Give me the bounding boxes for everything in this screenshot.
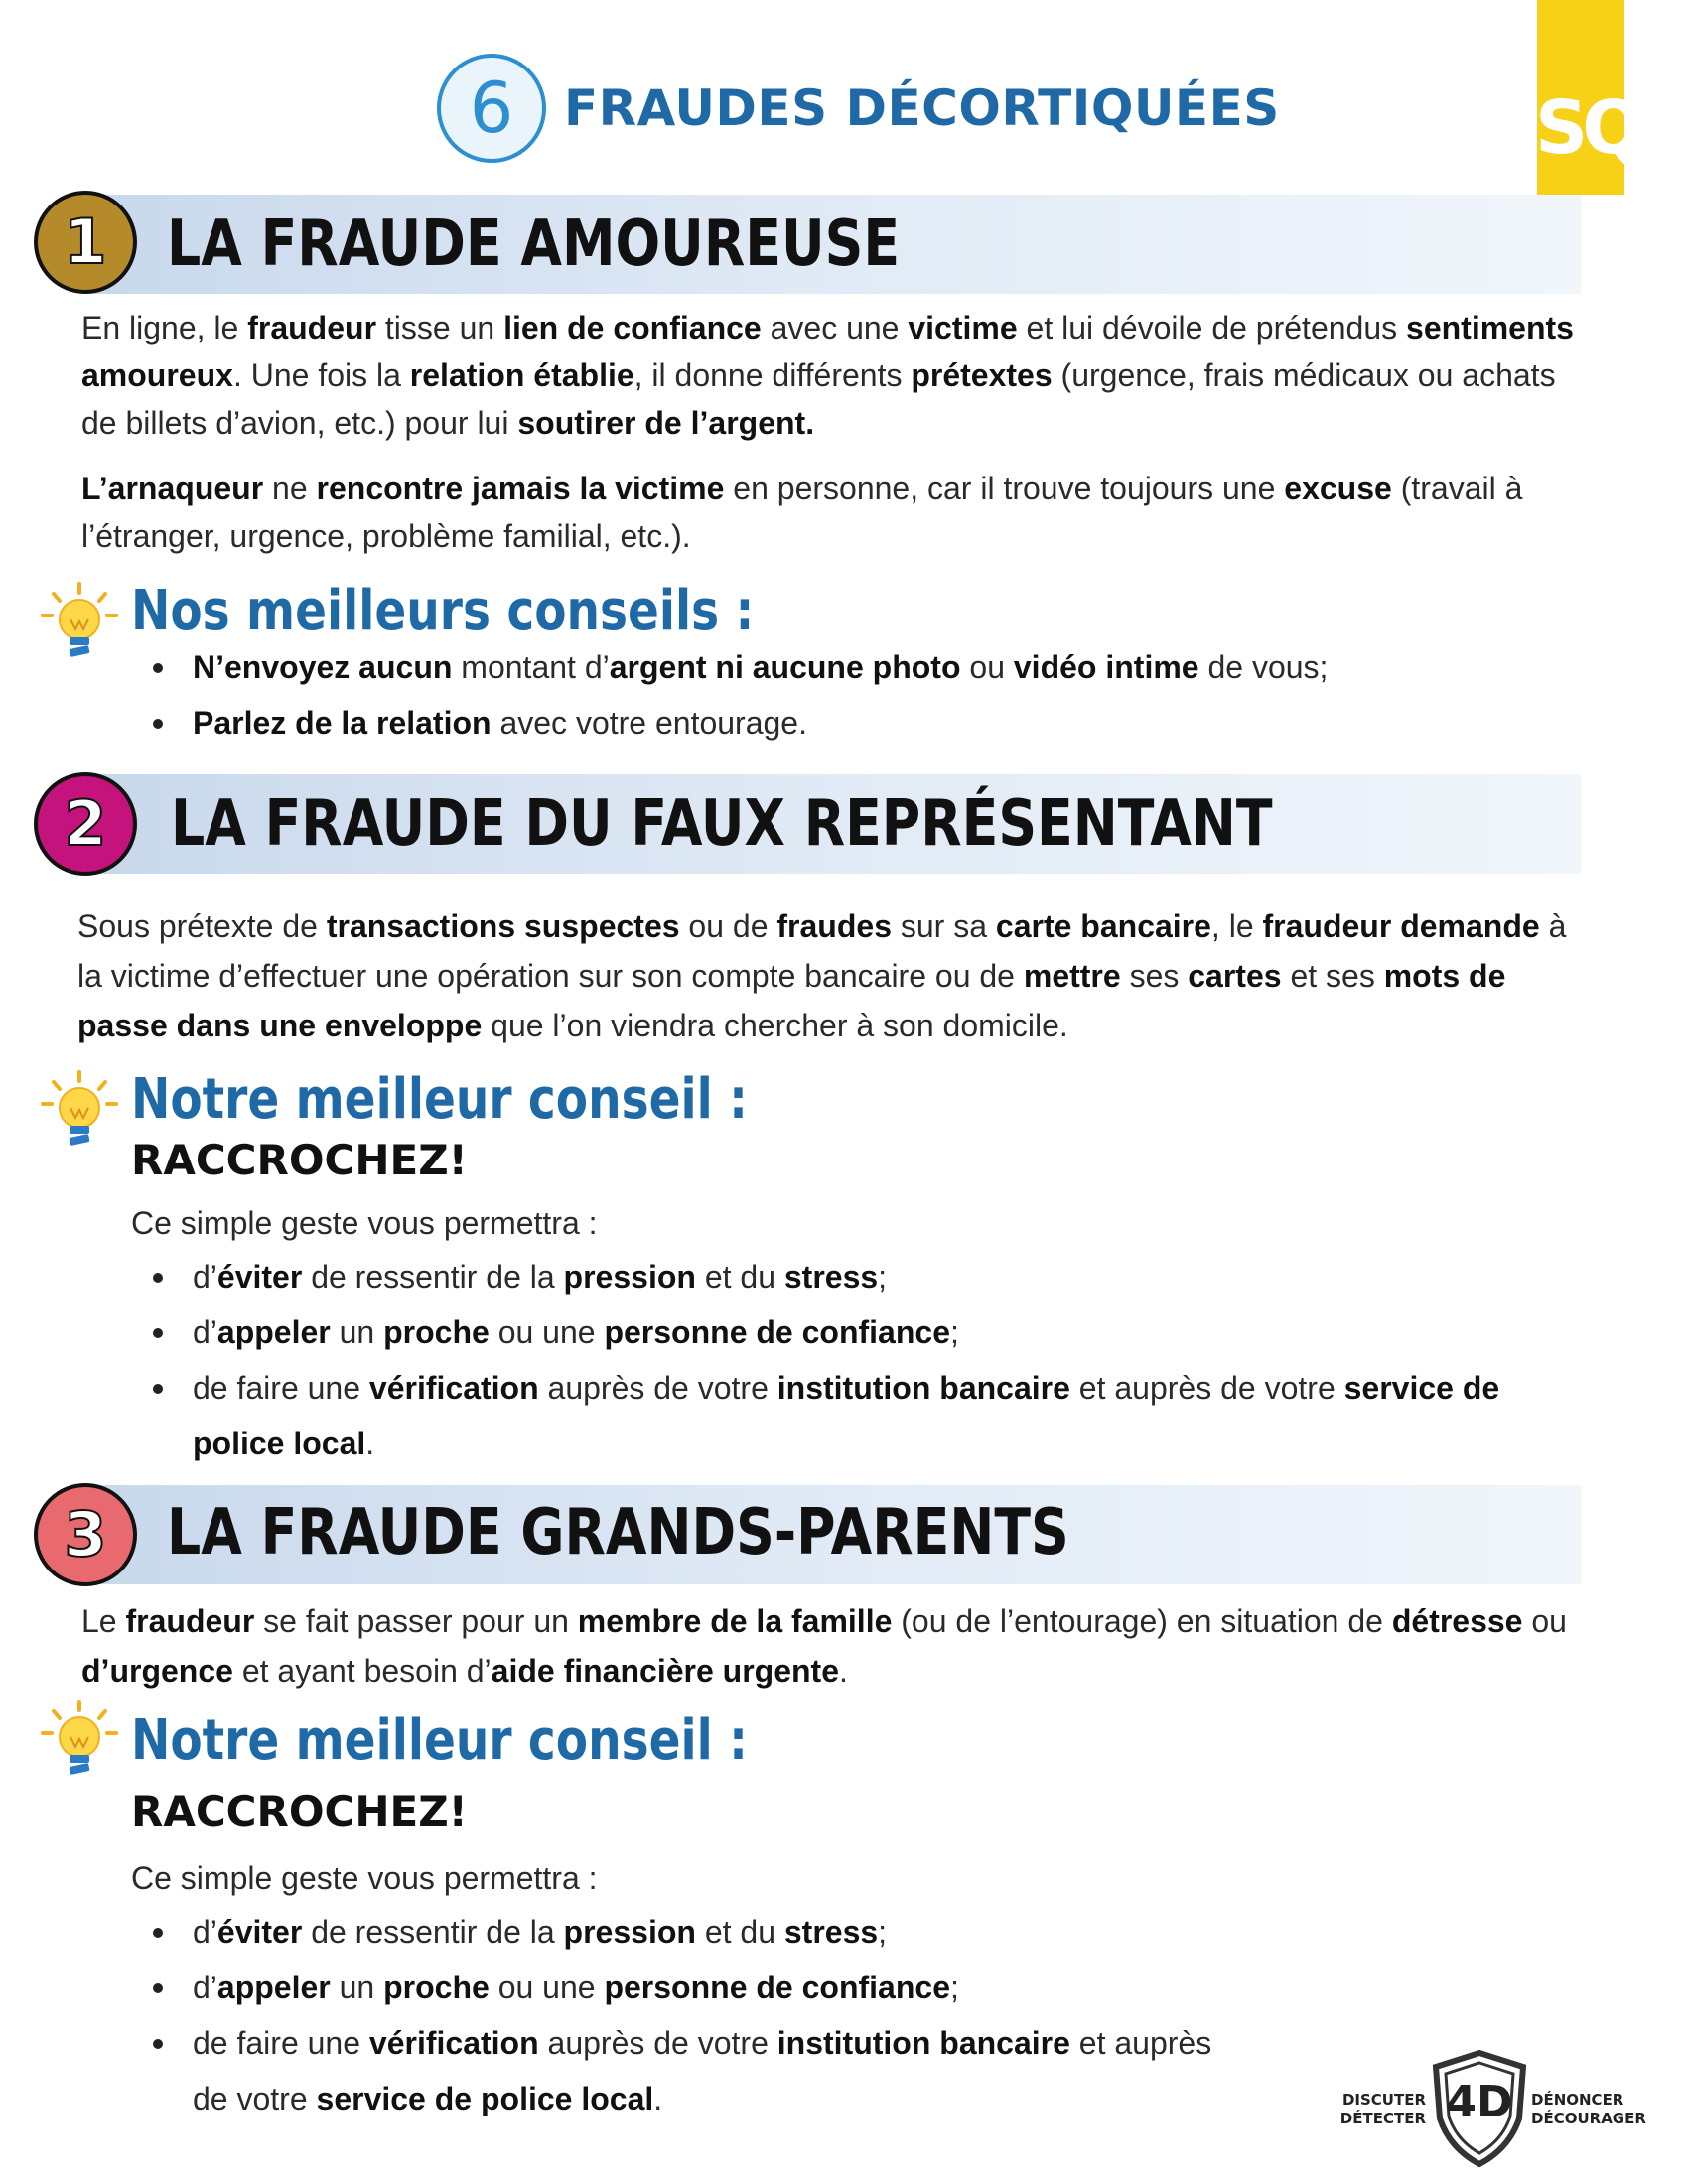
lightbulb-icon (40, 582, 119, 671)
bold-text: personne de confiance (604, 1970, 950, 2005)
text-run: un (330, 1970, 384, 2005)
section-1-paragraph-2 (81, 465, 1591, 560)
bold-text: N’envoyez aucun (193, 649, 453, 685)
bold-text: relation établie (409, 357, 634, 393)
text-run: ses (1120, 958, 1189, 994)
bold-text: carte bancaire (995, 908, 1211, 944)
bold-text: mettre (1023, 958, 1121, 994)
text-run: de ressentir de la (302, 1259, 564, 1295)
text-run: ; (878, 1914, 888, 1950)
text-run: et auprès de votre (193, 2025, 1212, 2116)
text-run: un (330, 1314, 384, 1350)
text-run: de vous; (1198, 649, 1329, 685)
text-run: . (653, 2081, 663, 2116)
bold-text: mots de passe dans une enveloppe (77, 958, 1506, 1043)
text-run: Le (81, 1603, 126, 1639)
text-run: ou (960, 649, 1014, 685)
text-run: se fait passer pour un (254, 1603, 578, 1639)
bold-text: membre de la famille (577, 1603, 893, 1639)
bold-text: cartes (1188, 958, 1282, 994)
text-run: d’ (193, 1914, 217, 1950)
text-run: de ressentir de la (302, 1914, 564, 1950)
text-run: ou (1522, 1603, 1567, 1639)
section-3-tips-list (135, 1904, 1227, 2126)
text-run: tisse un (376, 310, 504, 345)
4d-logo-right-words (1531, 2091, 1654, 2128)
bold-text: institution bancaire (776, 1370, 1070, 1406)
bold-text: vérification (368, 2025, 539, 2061)
bold-text: fraudes (776, 908, 892, 944)
text-run: et lui dévoile de prétendus (1017, 310, 1407, 345)
section-3-number: 3 (64, 1498, 107, 1570)
4d-word-detecter: DÉTECTER (1339, 2110, 1426, 2127)
page-header (437, 50, 1280, 167)
bold-text: éviter (216, 1914, 303, 1950)
text-run: ; (878, 1259, 888, 1295)
list-item (135, 1360, 1545, 1471)
bold-text: excuse (1284, 471, 1392, 506)
bold-text: appeler (216, 1970, 331, 2005)
text-run: auprès de votre (538, 2025, 777, 2061)
4d-logo-center: 4D (1446, 2077, 1513, 2127)
section-1-number: 1 (64, 205, 107, 278)
text-run: et du (695, 1914, 784, 1950)
4d-word-decourager: DÉCOURAGER (1531, 2110, 1646, 2127)
text-run: et ses (1281, 958, 1384, 994)
bold-text: fraudeur (125, 1603, 255, 1639)
header-number: 6 (469, 68, 514, 149)
4d-word-denoncer: DÉNONCER (1531, 2091, 1624, 2109)
4d-word-discuter: DISCUTER (1341, 2091, 1426, 2109)
text-run: (travail à l’étranger, urgence, problème familial, etc.). (81, 471, 1523, 554)
header-number-circle (437, 54, 546, 163)
text-run: de faire une (193, 2025, 369, 2061)
text-run: et ayant besoin d’ (232, 1653, 492, 1689)
section-3-paragraph (81, 1596, 1591, 1696)
bold-text: appeler (216, 1314, 331, 1350)
section-3-lead: Ce simple geste vous permettra : (131, 1860, 598, 1896)
bold-text: proche (383, 1314, 490, 1350)
text-run: que l’on viendra chercher à son domicile. (482, 1008, 1068, 1043)
bold-text: détresse (1391, 1603, 1523, 1639)
text-run: et du (695, 1259, 784, 1295)
bold-text: L’arnaqueur (81, 471, 264, 506)
bold-text: proche (383, 1970, 490, 2005)
text-run: ou une (489, 1970, 605, 2005)
section-2-tips-title: Notre meilleur conseil : (131, 1067, 748, 1132)
list-item (135, 695, 1545, 751)
text-run: ; (949, 1314, 959, 1350)
text-run: d’ (193, 1314, 217, 1350)
bold-text: stress (783, 1914, 879, 1950)
text-run: d’ (193, 1259, 217, 1295)
list-item (135, 1960, 1227, 2015)
list-item (135, 1304, 1545, 1360)
text-run: . (838, 1653, 848, 1689)
section-2-number-badge (34, 772, 137, 876)
bold-text: demande (1400, 908, 1540, 944)
section-2-lead: Ce simple geste vous permettra : (131, 1205, 598, 1241)
text-run: sur sa (891, 908, 996, 944)
bold-text: argent ni aucune photo (609, 649, 961, 685)
bold-text: personne de confiance (604, 1314, 950, 1350)
bold-text: soutirer de l’argent. (517, 405, 815, 441)
text-run: et auprès de votre (1069, 1370, 1344, 1406)
lightbulb-icon (40, 1070, 119, 1160)
bold-text: vérification (368, 1370, 539, 1406)
bold-text: service de police local (193, 1370, 1500, 1461)
text-run: . (365, 1426, 375, 1461)
page-title: FRAUDES DÉCORTIQUÉES (564, 79, 1280, 137)
section-2-title: LA FRAUDE DU FAUX REPRÉSENTANT (171, 787, 1273, 861)
section-1-title: LA FRAUDE AMOUREUSE (167, 207, 901, 281)
bold-text: victime (908, 310, 1018, 345)
bold-text: vidéo intime (1013, 649, 1199, 685)
bold-text: fraudeur (247, 310, 377, 345)
section-2-tips-list (135, 1249, 1545, 1471)
text-run: avec une (761, 310, 909, 345)
text-run: ne (263, 471, 317, 506)
text-run: à la victime d’effectuer une opération sur son compte bancaire ou de (77, 908, 1567, 994)
section-1-number-badge (34, 191, 137, 294)
text-run: auprès de votre (538, 1370, 777, 1406)
lightbulb-icon (40, 1700, 119, 1789)
section-2-number: 2 (64, 787, 107, 860)
section-1-tips-list (135, 639, 1545, 751)
text-run: en personne, car il trouve toujours une (724, 471, 1285, 506)
section-1-tips-title: Nos meilleurs conseils : (131, 579, 755, 643)
text-run: (urgence, frais médicaux ou achats de billets d’avion, etc.) pour lui (81, 357, 1556, 441)
text-run: . Une fois la (232, 357, 410, 393)
text-run: (ou de l’entourage) en situation de (892, 1603, 1392, 1639)
bold-text: pression (563, 1259, 696, 1295)
bold-text: institution bancaire (776, 2025, 1070, 2061)
text-run: de faire une (193, 1370, 369, 1406)
list-item (135, 1904, 1227, 1960)
section-3-number-badge (34, 1483, 137, 1586)
text-run: ou une (489, 1314, 605, 1350)
section-3-hangup: RACCROCHEZ! (131, 1787, 468, 1836)
4d-logo-left-words (1327, 2091, 1426, 2128)
bold-text: transactions suspectes (326, 908, 680, 944)
bold-text: éviter (216, 1259, 303, 1295)
section-2-paragraph (77, 901, 1587, 1050)
section-1-paragraph-1 (81, 304, 1591, 447)
text-run: , le (1210, 908, 1263, 944)
text-run: Sous prétexte de (77, 908, 327, 944)
text-run: , il donne différents (633, 357, 912, 393)
bold-text: sentiments amoureux (81, 310, 1574, 393)
text-run: avec votre entourage. (491, 705, 807, 741)
bold-text: Parlez de la relation (193, 705, 492, 741)
text-run: montant d’ (452, 649, 610, 685)
text-run (1391, 908, 1400, 944)
text-run: En ligne, le (81, 310, 248, 345)
text-run: d’ (193, 1970, 217, 2005)
bold-text: service de police local (316, 2081, 654, 2116)
list-item (135, 639, 1545, 695)
bold-text: d’urgence (81, 1653, 233, 1689)
section-2-hangup: RACCROCHEZ! (131, 1136, 468, 1184)
bold-text: stress (783, 1259, 879, 1295)
text-run: ou de (679, 908, 777, 944)
bold-text: lien de confiance (503, 310, 762, 345)
text-run: ; (949, 1970, 959, 2005)
bold-text: aide financière urgente (491, 1653, 839, 1689)
4d-logo (1327, 2049, 1654, 2168)
sq-logo: SQ (1535, 85, 1639, 171)
bold-text: rencontre jamais la victime (316, 471, 725, 506)
list-item (135, 2015, 1227, 2126)
list-item (135, 1249, 1545, 1304)
bold-text: prétextes (911, 357, 1053, 393)
bold-text: fraudeur (1262, 908, 1392, 944)
bold-text: pression (563, 1914, 696, 1950)
section-3-title: LA FRAUDE GRANDS-PARENTS (167, 1496, 1069, 1570)
section-3-tips-title: Notre meilleur conseil : (131, 1708, 748, 1773)
